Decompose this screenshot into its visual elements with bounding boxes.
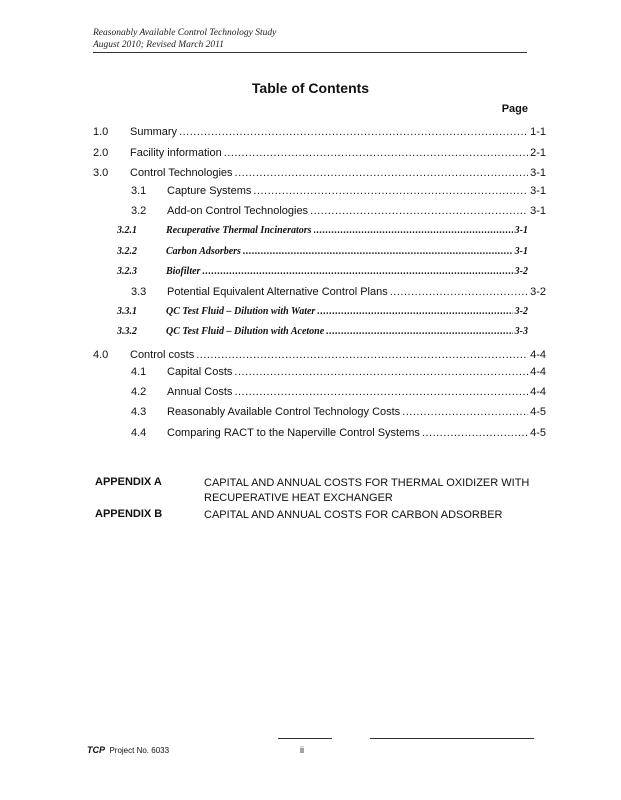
header-title: Reasonably Available Control Technology Study	[93, 28, 277, 38]
toc-leader	[234, 386, 528, 398]
toc-entry[interactable]	[117, 225, 528, 236]
toc-page: 3-1	[530, 167, 546, 179]
toc-entry[interactable]	[93, 349, 546, 361]
toc-number: 3.3.2	[117, 326, 137, 337]
toc-text: Facility information	[130, 147, 222, 159]
footer-project	[87, 745, 169, 755]
toc-number: 3.2	[131, 205, 147, 217]
toc-entry[interactable]	[93, 167, 546, 179]
toc-page: 3-1	[514, 225, 528, 236]
toc-text: Recuperative Thermal Incinerators	[166, 225, 312, 236]
toc-text: Comparing RACT to the Naperville Control Systems	[167, 427, 420, 439]
toc-number: 4.0	[93, 349, 109, 361]
toc-text: Biofilter	[166, 266, 201, 277]
toc-entry[interactable]	[93, 147, 546, 159]
toc-leader	[422, 427, 528, 439]
toc-text: Potential Equivalent Alternative Control Plans	[167, 286, 388, 298]
toc-text: Reasonably Available Control Technology Costs	[167, 406, 401, 418]
toc-number: 3.1	[131, 185, 147, 197]
page-column-label: Page	[501, 103, 528, 115]
toc-page: 4-5	[530, 427, 546, 439]
toc-text: Add-on Control Technologies	[167, 205, 309, 217]
toc-page: 3-2	[514, 266, 528, 277]
header-rule	[93, 52, 527, 53]
toc-text: Summary	[130, 126, 178, 138]
toc-text: Control costs	[130, 349, 195, 361]
header-date: August 2010; Revised March 2011	[93, 40, 224, 50]
toc-text: Control Technologies	[130, 167, 233, 179]
toc-leader	[235, 167, 529, 179]
toc-text: Capture Systems	[167, 185, 252, 197]
toc-leader	[179, 126, 528, 138]
toc-number: 4.2	[131, 386, 147, 398]
toc-leader	[253, 185, 528, 197]
toc-entry[interactable]	[117, 306, 528, 317]
toc-page: 3-1	[530, 185, 546, 197]
toc-entry[interactable]	[117, 266, 528, 277]
toc-page: 3-1	[530, 205, 546, 217]
toc-leader	[243, 246, 513, 257]
toc-page: 3-2	[530, 286, 546, 298]
appendix-title: CAPITAL AND ANNUAL COSTS FOR CARBON ADSORBER	[204, 509, 503, 521]
toc-entry[interactable]	[131, 386, 546, 398]
toc-page: 1-1	[530, 126, 546, 138]
page-number: ii	[300, 745, 304, 755]
toc-entry[interactable]	[131, 427, 546, 439]
toc-entry[interactable]	[131, 185, 546, 197]
footer-project-number: Project No. 6033	[109, 746, 170, 755]
toc-entry[interactable]	[117, 326, 528, 337]
appendix-label: APPENDIX B	[95, 508, 163, 520]
toc-number: 4.3	[131, 406, 147, 418]
toc-page: 3-2	[514, 306, 528, 317]
toc-page: 3-3	[514, 326, 528, 337]
toc-text: Annual Costs	[167, 386, 233, 398]
toc-number: 4.4	[131, 427, 147, 439]
toc-entry[interactable]	[131, 406, 546, 418]
footer-rule-center	[278, 738, 332, 739]
toc-entry[interactable]	[131, 286, 546, 298]
toc-number: 3.2.3	[117, 266, 137, 277]
toc-number: 3.2.1	[117, 225, 137, 236]
toc-leader	[390, 286, 528, 298]
toc-leader	[326, 326, 512, 337]
toc-leader	[402, 406, 528, 418]
page-title: Table of Contents	[251, 80, 370, 96]
toc-entry[interactable]	[131, 205, 546, 217]
toc-leader	[196, 349, 528, 361]
toc-number: 3.3.1	[117, 306, 137, 317]
toc-text: Capital Costs	[167, 366, 233, 378]
toc-page: 4-4	[530, 349, 546, 361]
toc-leader	[317, 306, 512, 317]
footer-company: TCP	[87, 745, 105, 755]
appendix-title: CAPITAL AND ANNUAL COSTS FOR THERMAL OXIDIZER WITH RECUPERATIVE HEAT EXCHANGER	[204, 477, 530, 504]
toc-number: 4.1	[131, 366, 147, 378]
toc-number: 2.0	[93, 147, 109, 159]
toc-text: QC Test Fluid – Dilution with Acetone	[166, 326, 325, 337]
toc-page: 3-1	[514, 246, 528, 257]
toc-entry[interactable]	[117, 246, 528, 257]
toc-page: 4-4	[530, 386, 546, 398]
toc-leader	[202, 266, 512, 277]
toc-page: 2-1	[530, 147, 546, 159]
appendix-label: APPENDIX A	[95, 476, 162, 488]
toc-leader	[224, 147, 528, 159]
toc-entry[interactable]	[131, 366, 546, 378]
toc-entry[interactable]	[93, 126, 546, 138]
toc-number: 3.2.2	[117, 246, 137, 257]
toc-leader	[310, 205, 528, 217]
toc-leader	[314, 225, 513, 236]
toc-page: 4-4	[530, 366, 546, 378]
footer-rule-right	[370, 738, 534, 739]
toc-text: QC Test Fluid – Dilution with Water	[166, 306, 316, 317]
toc-leader	[234, 366, 528, 378]
toc-text: Carbon Adsorbers	[166, 246, 241, 257]
toc-number: 1.0	[93, 126, 109, 138]
toc-page: 4-5	[530, 406, 546, 418]
toc-number: 3.0	[93, 167, 109, 179]
toc-number: 3.3	[131, 286, 147, 298]
